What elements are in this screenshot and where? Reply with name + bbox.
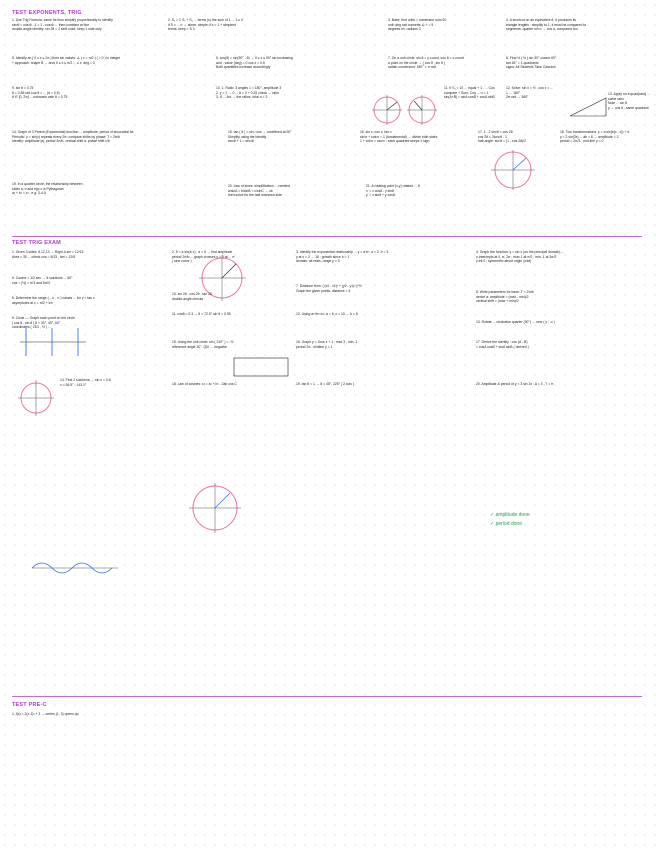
test-6: 6. Determine the range ( - ∞ , ∞ ) values ... for y = tan x asymptotes at x = π/2 + kπ [12,296,95,305]
test-14: 14. Find 2 solutions, ... sin x = 0.6 x = 36.9° , 143.1° [60,378,111,387]
note-12: 12. Solve: sin x = ½ , cos x = ... 1 → 180° 2π rad → 360° [506,86,554,100]
note-9: 9. sin θ = 0.75 θ = 0.85 rad cos θ = ... (d = 0.5) θ ∈ [0, 2π] ... unknown vale θ = 0.75 [12,86,68,100]
test-13: 13. Rotate ... clockwise quarter (90°) → new ( y , -x ) [476,320,555,324]
note-21: 21. A rotating point (x,y) rotated ... θ x' = x cosθ - y sinθ y' = x sinθ + y cosθ [366,184,420,198]
note-16: 16. sin x, cos x, tan x sin²x + cos²x = 1 (fundamental) → divide both sides 1 + cot²x = csc²x ; each quadrant keeps ± sign [360,130,438,144]
test-4: 4. Graph the function: y = sin x (on the principal domain) ... x-intercepts at 0, π, 2π ; max 1 at π/2 ; min -1 at 3π/2 y-int 0 ; symmetric about origin (odd) [476,250,565,264]
note-17: 17. 1 - 2 sin²θ = cos 2θ cos 2θ = 2cos²θ - 1 half-angle: sin²θ = (1 - cos 2θ)/2 [478,130,526,144]
section-heading-3: TEST PRE-C [12,702,47,708]
test-10: 10. sin 2θ , cos 2θ , tan 2θ double-angle checks [172,292,212,301]
note-1: 1. Use Trig Formula, same fct thus simplify proportionally to identify sin²θ = cos²θ - 1 = 1 - cos²θ → then combine w/ the double-angle identity; sin 2θ = 2 sinθ cosθ, keep 1 side only [12,18,113,32]
check-2: ✓ period done [490,521,522,528]
section-heading-1: TEST EXPONENTS, TRIG [12,10,82,16]
test-17: 17. Derive the identity : cos (A - B) = cosA cosB + sinA sinB ( derived ) [476,340,529,349]
note-8: 8. Find ½ ( ½ ) sin 30° cosine 60° tan 45° = 1 quadrants signs: All Students Take Calculus [506,56,557,70]
triangle-figure [568,94,608,118]
note-18: 18. Two transformations: y = a sin(b(x - c)) + d y = 2 sin(3x) ... ab = 8 → amplitude = 2 period = 2π/3 , mid-line y = 0 [560,130,630,144]
test-9: 9. Circle — Graph each point on the circle ( cos θ , sin θ ) θ = 30°, 45°, 60° coordinates ( √3/2 , ½ ) ... [12,316,75,330]
test-15: 15. Using the unit circle: sin ( 210° ) = -½ reference angle 30°, QIII → negative [172,340,234,349]
test-20: 20. Amplitude & period of y = 3 sin 2x : A = 3 , T = π [476,382,554,386]
wave-figure [30,556,120,580]
test-19: 19. tan θ = 1 → θ = 45°, 225° ( 2 sols ) [296,382,354,386]
test-11: 11. cosθ = 0.3 → θ = 72.5° sin θ = 0.95 [172,312,231,316]
test-7: 7. Distance form: [ (x2 - x1)² + (y2 - y1)² ]^½ Graph the given points, distance = 5 [296,284,362,293]
note-15: 15. tan ( θ ) = sin / cos → undefined at 90° Simplify using the identity tan²θ + 1 = sec²θ [228,130,292,144]
note-19: 19. In a quarter circle, the relationship between sides a, b and hyp c is Pythagoras a² + b² = c² , e.g. 3-4-5 [12,182,83,196]
section-divider-1 [12,236,642,237]
note-5: 5. Identify an [ 0 ≤ x ≤ 2π ] then sin values: ∠ ( x = π/2 ) ( = 0 ) is integer + approach: shape B → arcs 0 ≤ x ≤ π/2 ... ≤ x, deg = 3 [12,56,121,65]
test-8: 8. Write parameters for base: T = 2π/b derive a: amplitude = (max - min)/2 vertical shift = (max + min)/2 [476,290,534,304]
section-divider-2 [12,696,642,697]
unit-circles-figure [370,92,442,128]
note-20: 20. Law of sines: simplification ... needed a/sinA = b/sinB = c/sinC → ok then solve for the last unknown side [228,184,290,198]
note-7: 7. On a unit circle, sin θ = y-coord, cos θ = x-coord a point on the circle → ( cos θ , sin θ ) radian conversion: 180° = π rad [388,56,464,70]
note-13: 13. Apply on a quad(rant) ... same ratio Note ... sin θ y → cos θ , same quadrant [608,92,650,111]
test-18: 18. Law of cosines: c² = a² + b² - 2ab cos C [172,382,237,386]
note-4: 4. A shortcut on an equivalent θ, it produces its triangle lengths : simplify to 1, it must be compared to segments: quarter sin α → cos α, compared too [506,18,587,32]
section-heading-2: TEST TRIG EXAM [12,240,61,246]
check-list [490,508,580,528]
test-5: 5. Cosine = 1/2 sec → 6 solutions ... 60° cos⁻¹ (½) = π/3 and 5π/3 [12,276,73,285]
test-3: 3. Identify the exponential relationship ... y = a·bˣ, a = 2, b = 3 y at x = 2 → 18 ; growth since b > 1 domain: all reals, range y > 0 [296,250,389,264]
unit-circle-mid [186,480,244,536]
test-12: 12. Using a²+b²=c²: a = 6, c = 10 → b = 8 [296,312,358,316]
note-14: 14. Graph of 3 Parent (Exponential) function ... amplitude, period of sinusoidal fct. Periodic: y = sin(x) repeats every 2π; compare shifts by phase; T = 2π/b Identify: amplitude |a|, period 2π/b, vertical shift d, phase shift c/b [12,130,135,144]
note-6: 6. cos(θ) = sin(90° - θ) → 0 ≤ x ≤ 90° sin increasing and - value (deg) = 0 cos x = 0.5 Both quantities increase accordingly [216,56,293,70]
note-10: 10. 1. Ratio: 3 angles 1 = 180°, amplitude 3 2. y = 1 → 0 ... A = 0 + 0.25 check → ratio 3. If ... 3rd → the ratios, total n = 3 [216,86,282,100]
note-2: 2. S₁ = Σ S₁ + S₂ ... terms (s) the sum of 1 ... 1 ≥ 0 if S = ... n → alone, simple; it's = 1 + simplest terms: keep = S 3 [168,18,243,32]
test-16: 16. Graph y = 2cos x + 1 ; max 3 , min -1 period 2π , midline y = 1 [296,340,358,349]
note-11: 11. If S₁ = 10 ... equal + 1 , ... Cos compare + Sum, Cos ... n = 1 sin(A+B) = sinA cosB + cosA sinB [444,86,495,100]
test-2: 2. 5 = a sin(b x) , a = 5 → find amplitude period 2π/b ... graph crosses y = 0 at ... π ( sine curve ) [172,250,235,264]
check-1: ✓ amplitude done [490,511,530,518]
quadrant-circle-figure [16,378,56,418]
rect-figure [232,356,290,378]
test-1: 1. Given 3 sides: 5,12,13 → Right Δ sin = 12/13 Area = 30 ... check cos = 5/13 , tan = 12/5 [12,250,84,259]
prec-1: 1. f(x) = 2(x-1)² + 3 → vertex (1, 3) opens up [12,712,79,716]
unit-circle-large [488,148,538,192]
note-3: 3. Base: find units = numerator sum 50 unit: deg rad converts ∠ + = 5 degrees ex. radians 3 [388,18,447,32]
